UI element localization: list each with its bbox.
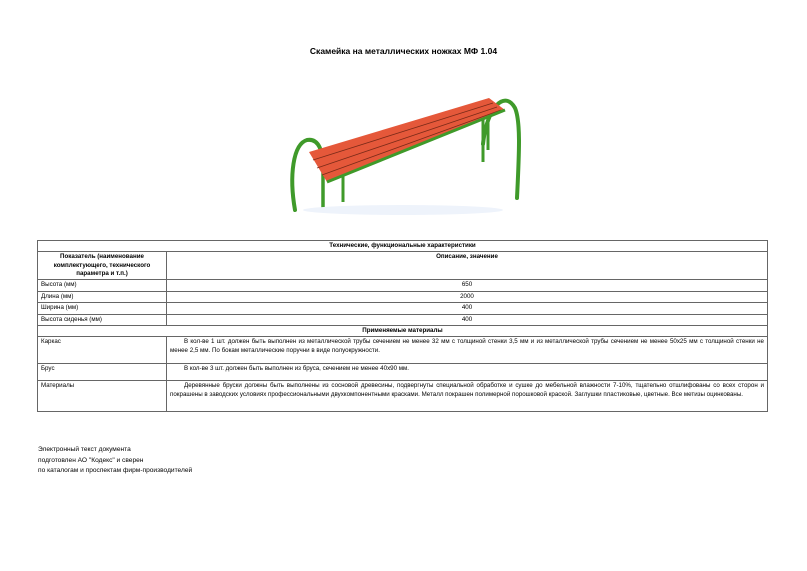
header-value: Описание, значение — [167, 252, 768, 280]
spec-table — [37, 240, 768, 412]
material-description: Деревянные бруски должны быть выполнены из сосновой древесины, подвергнуты специальной обработке и сушке до мебельной влажности 7-10%, тщательно отшлифованы со всех сторон и покрашены в заводских условиях профессиональными двухкомпонентными красками. Металл покрашен полимерной порошковой краской. Заглушки пластиковые, цветные. Все метизы оцинкованы. — [167, 381, 768, 412]
bench-shadow — [303, 205, 503, 215]
param-name: Высота (мм) — [38, 280, 167, 291]
param-name: Ширина (мм) — [38, 303, 167, 314]
footer-note — [38, 445, 192, 477]
material-name: Материалы — [38, 381, 167, 412]
bench-slat-line — [317, 107, 497, 168]
section-materials-title: Применяемые материалы — [38, 325, 768, 336]
table-row — [38, 364, 768, 381]
table-row — [38, 314, 768, 325]
table-row — [38, 291, 768, 302]
param-value: 2000 — [167, 291, 768, 302]
param-value: 650 — [167, 280, 768, 291]
material-description: В кол-ве 3 шт. должен быть выполнен из бруса, сечением не менее 40х90 мм. — [167, 364, 768, 381]
param-value: 400 — [167, 303, 768, 314]
table-row — [38, 337, 768, 364]
table-row — [38, 381, 768, 412]
table-row — [38, 303, 768, 314]
param-name: Длина (мм) — [38, 291, 167, 302]
footer-line: подготовлен АО "Кодекс" и сверен — [38, 456, 144, 464]
section-tech-title: Технические, функциональные характеристики — [38, 241, 768, 252]
document-title: Скамейка на металлических ножках МФ 1.04 — [309, 46, 498, 56]
footer-line: по каталогам и проспектам фирм-производителей — [38, 467, 193, 474]
material-description: В кол-ве 1 шт. должен быть выполнен из металлической трубы сечением не менее 32 мм с толщиной стенки 3,5 мм и из металлической трубы сечением не менее 50х25 мм с толщиной стенки не менее 2,5 мм. По бокам металлические поручни в виде полуокружности. — [167, 337, 768, 364]
material-name: Брус — [38, 364, 167, 381]
bench-illustration — [283, 86, 523, 220]
param-name: Высота сиденья (мм) — [38, 314, 167, 325]
param-value: 400 — [167, 314, 768, 325]
header-parameter: Показатель (наименование комплектующего, технического параметра и т.п.) — [38, 252, 167, 280]
material-name: Каркас — [38, 337, 167, 364]
table-row — [38, 280, 768, 291]
footer-line: Электронный текст документа — [38, 446, 131, 453]
